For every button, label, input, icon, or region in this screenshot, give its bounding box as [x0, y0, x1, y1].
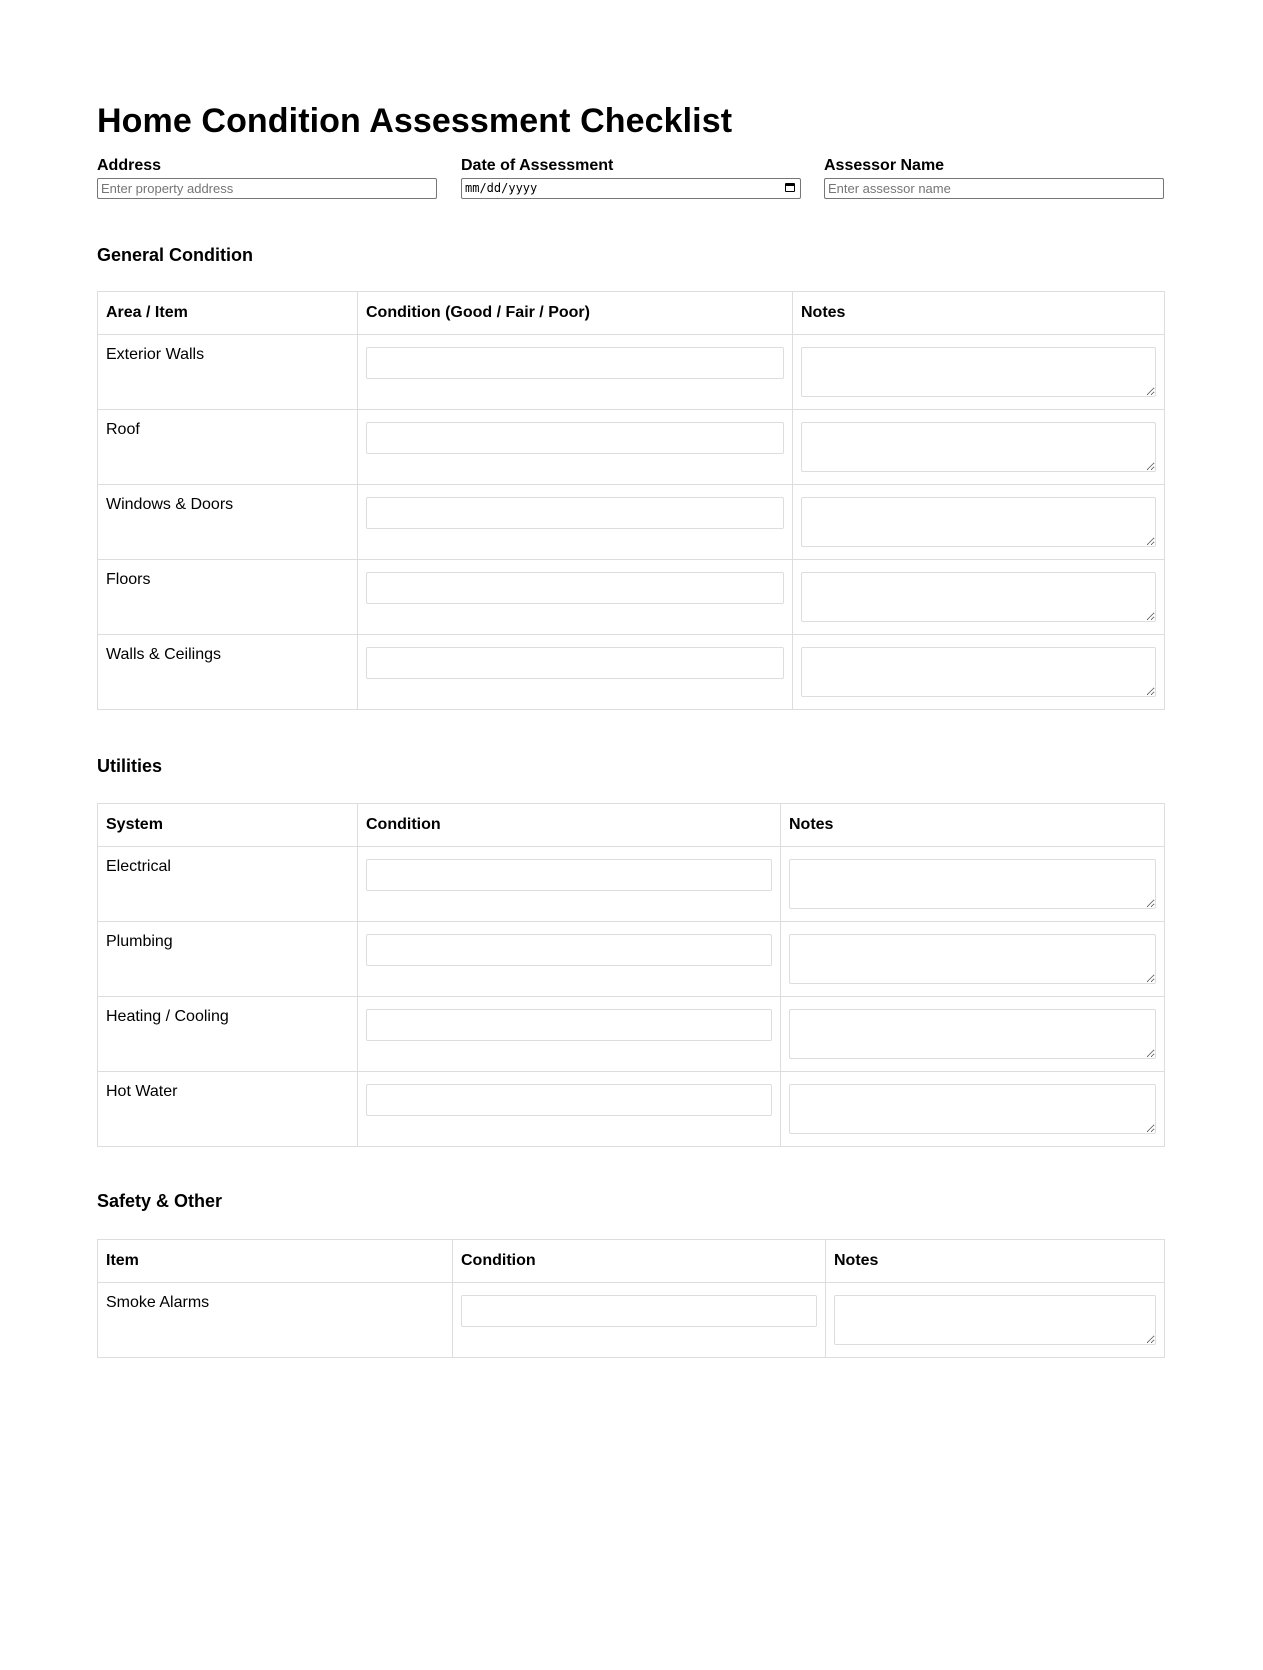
- table-row: [98, 560, 1165, 635]
- condition-input[interactable]: [366, 934, 772, 966]
- column-header: Notes: [826, 1240, 1165, 1283]
- table-row: [98, 1283, 1165, 1358]
- condition-cell: [358, 410, 793, 485]
- table-header-row: [98, 804, 1165, 847]
- table-row: [98, 485, 1165, 560]
- row-label: Heating / Cooling: [98, 997, 358, 1072]
- notes-textarea[interactable]: [801, 647, 1156, 697]
- condition-cell: [453, 1283, 826, 1358]
- utilities-table: [97, 803, 1165, 1147]
- notes-textarea[interactable]: [801, 497, 1156, 547]
- date-field-group: [461, 156, 801, 199]
- table-row: [98, 847, 1165, 922]
- condition-cell: [358, 997, 781, 1072]
- page-title: Home Condition Assessment Checklist: [97, 102, 733, 140]
- condition-cell: [358, 485, 793, 560]
- calendar-icon[interactable]: [785, 183, 795, 192]
- condition-cell: [358, 635, 793, 710]
- address-field-group: [97, 156, 437, 199]
- assessor-label: Assessor Name: [824, 157, 945, 174]
- table-row: [98, 335, 1165, 410]
- condition-input[interactable]: [366, 1009, 772, 1041]
- notes-cell: [793, 485, 1165, 560]
- column-header: Condition: [358, 804, 781, 847]
- notes-textarea[interactable]: [834, 1295, 1156, 1345]
- row-label: Roof: [98, 410, 358, 485]
- row-label: Walls & Ceilings: [98, 635, 358, 710]
- row-label: Exterior Walls: [98, 335, 358, 410]
- section-heading-utilities: Utilities: [97, 756, 163, 776]
- section-heading-general: General Condition: [97, 245, 254, 265]
- safety-table: [97, 1239, 1165, 1358]
- condition-cell: [358, 335, 793, 410]
- condition-cell: [358, 922, 781, 997]
- notes-cell: [781, 997, 1165, 1072]
- table-row: [98, 997, 1165, 1072]
- table-row: [98, 1072, 1165, 1147]
- assessment-info-fields: [97, 156, 1164, 202]
- column-header: Notes: [781, 804, 1165, 847]
- table-header-row: [98, 1240, 1165, 1283]
- notes-textarea[interactable]: [801, 347, 1156, 397]
- table-header-row: [98, 292, 1165, 335]
- condition-cell: [358, 560, 793, 635]
- column-header: Condition (Good / Fair / Poor): [358, 292, 793, 335]
- notes-cell: [781, 847, 1165, 922]
- column-header: Notes: [793, 292, 1165, 335]
- address-input[interactable]: [97, 178, 437, 199]
- notes-textarea[interactable]: [789, 859, 1156, 909]
- general-condition-table: [97, 291, 1165, 710]
- condition-input[interactable]: [366, 647, 784, 679]
- notes-cell: [793, 635, 1165, 710]
- assessor-field-group: [824, 156, 1164, 199]
- section-heading-safety: Safety & Other: [97, 1191, 223, 1211]
- date-placeholder: mm/dd/yyyy: [465, 181, 538, 195]
- condition-cell: [358, 847, 781, 922]
- notes-textarea[interactable]: [801, 572, 1156, 622]
- condition-input[interactable]: [366, 859, 772, 891]
- row-label: Electrical: [98, 847, 358, 922]
- column-header: Condition: [453, 1240, 826, 1283]
- notes-cell: [793, 410, 1165, 485]
- row-label: Windows & Doors: [98, 485, 358, 560]
- notes-textarea[interactable]: [789, 1084, 1156, 1134]
- condition-input[interactable]: [366, 1084, 772, 1116]
- table-row: [98, 410, 1165, 485]
- notes-cell: [793, 560, 1165, 635]
- row-label: Hot Water: [98, 1072, 358, 1147]
- notes-textarea[interactable]: [801, 422, 1156, 472]
- address-label: Address: [97, 157, 162, 174]
- notes-cell: [826, 1283, 1165, 1358]
- condition-input[interactable]: [366, 422, 784, 454]
- date-label: Date of Assessment: [461, 157, 614, 174]
- notes-textarea[interactable]: [789, 934, 1156, 984]
- date-input[interactable]: [461, 178, 801, 199]
- condition-input[interactable]: [366, 347, 784, 379]
- condition-cell: [358, 1072, 781, 1147]
- notes-cell: [781, 1072, 1165, 1147]
- condition-input[interactable]: [366, 497, 784, 529]
- table-row: [98, 635, 1165, 710]
- notes-textarea[interactable]: [789, 1009, 1156, 1059]
- row-label: Smoke Alarms: [98, 1283, 453, 1358]
- column-header: Area / Item: [98, 292, 358, 335]
- row-label: Plumbing: [98, 922, 358, 997]
- checklist-page: [97, 0, 1164, 1311]
- table-row: [98, 922, 1165, 997]
- row-label: Floors: [98, 560, 358, 635]
- column-header: System: [98, 804, 358, 847]
- condition-input[interactable]: [461, 1295, 817, 1327]
- assessor-input[interactable]: [824, 178, 1164, 199]
- condition-input[interactable]: [366, 572, 784, 604]
- notes-cell: [781, 922, 1165, 997]
- column-header: Item: [98, 1240, 453, 1283]
- notes-cell: [793, 335, 1165, 410]
